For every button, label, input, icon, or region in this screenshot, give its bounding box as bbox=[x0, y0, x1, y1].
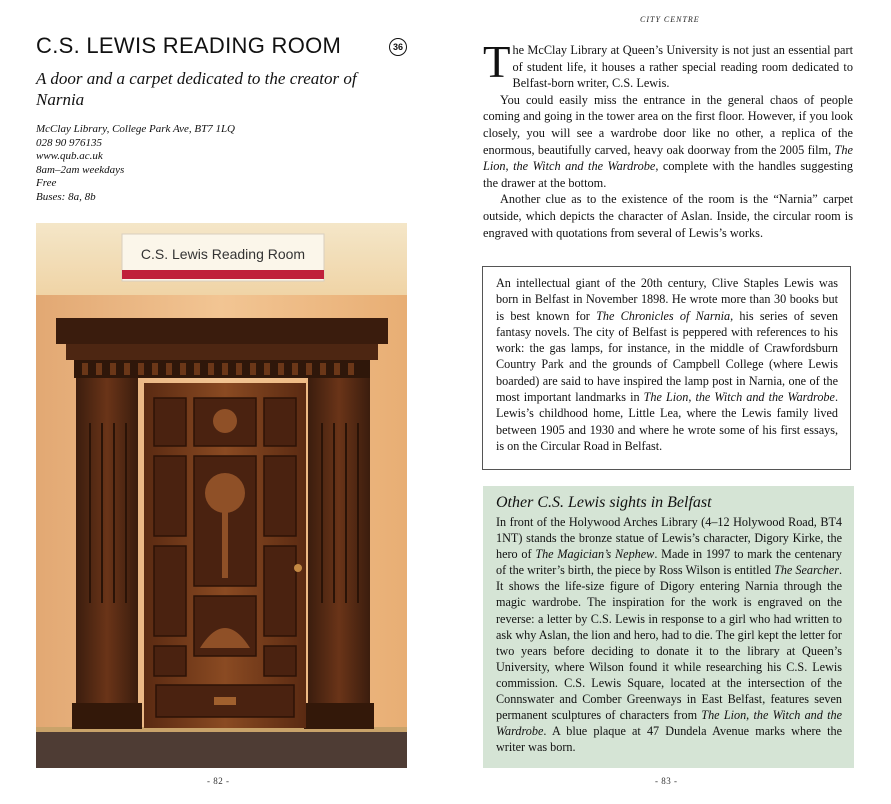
other-sights-box bbox=[483, 486, 854, 768]
photo-sign-text: C.S. Lewis Reading Room bbox=[140, 246, 306, 262]
paragraph-3: Another clue as to the existence of the room is the “Narnia” carpet outside, which depicts the character of Aslan. Inside, the circular room is engraved with quotations from several of Lewis’s works. bbox=[483, 192, 853, 240]
biography-box: An intellectual giant of the 20th century, Clive Staples Lewis was born in Belfast in November 1898. He wrote more than 30 books but is best known for The Chronicles of Narnia, his series of seven fantasy novels. The city of Belfast is peppered with references to his work: the gas lamps, for instance, in the middle of Crawfordsburn Country Park and the grounds of Campbell College (where Lewis boarded) are said to have inspired the lamp post in Narnia, one of the most important landmarks in The Lion, the Witch and the Wardrobe. Lewis’s childhood home, Little Lea, where the Lewis family lived between 1905 and 1930 and where he wrote some of his first essays, is on the Circular Road in Belfast. bbox=[482, 266, 851, 470]
info-block bbox=[36, 123, 235, 205]
other-sights-text: In front of the Holywood Arches Library (4–12 Holywood Road, BT4 1NT) stands the bronze statue of Lewis’s character, Digory Kirke, the hero of The Magician’s Nephew. Made in 1997 to mark the centenary of the writer’s birth, the piece by Ross Wilson is entitled The Searcher. It shows the life-size figure of Digory entering Narnia through the magic wardrobe. The inspiration for the work is engraved on the reverse: a letter by C.S. Lewis in response to a girl who had written to ask why Aslan, the lion and hero, had to die. The girl kept the letter for two years before deciding to donate it to the library at Queen’s University, where Wilson found it while researching his C.S. Lewis commission. C.S. Lewis Square, located at the intersection of the Connswater and Comber Greenways in East Belfast, features seven permanent sculptures of characters from The Lion, the Witch and the Wardrobe. A blue plaque at 47 Dundela Avenue marks where the writer was born. bbox=[496, 515, 842, 755]
info-address: McClay Library, College Park Ave, BT7 1LQ bbox=[36, 123, 236, 135]
body-text bbox=[483, 37, 853, 241]
page-number-right: - 83 - bbox=[655, 776, 678, 786]
wardrobe-door-photo bbox=[36, 223, 407, 768]
running-head: CITY CENTRE bbox=[640, 15, 700, 24]
paragraph-2: You could easily miss the entrance in the general chaos of people coming and going in the tower area on the first floor. However, if you look closely, you will see a wardrobe door like no other, a replica of the enormous, beautifully carved, heavy oak doorway from the 2005 film, The Lion, the Witch and the Wardrobe, complete with the handles suggesting the drawer at the bottom. bbox=[483, 92, 853, 190]
info-hours: 8am–2am weekdays bbox=[36, 163, 125, 176]
info-phone: 028 90 976135 bbox=[36, 136, 102, 149]
info-buses: Buses: 8a, 8b bbox=[36, 190, 96, 203]
paragraph-1: The McClay Library at Queen’s University is not just an essential part of student life, it houses a rather special reading room dedicated to Belfast-born writer, C.S. Lewis. bbox=[483, 37, 853, 91]
other-sights-heading: Other C.S. Lewis sights in Belfast bbox=[496, 494, 712, 511]
page-number-left: - 82 - bbox=[207, 776, 230, 786]
page-subtitle: A door and a carpet dedicated to the creator of Narnia bbox=[36, 69, 357, 109]
entry-number-badge: 36 bbox=[389, 38, 407, 56]
right-page bbox=[445, 0, 891, 804]
left-page bbox=[0, 0, 445, 804]
page-title: C.S. LEWIS READING ROOM bbox=[36, 33, 342, 58]
info-price: Free bbox=[36, 177, 57, 190]
drop-cap: T bbox=[483, 37, 511, 87]
info-website: www.qub.ac.uk bbox=[36, 150, 103, 163]
